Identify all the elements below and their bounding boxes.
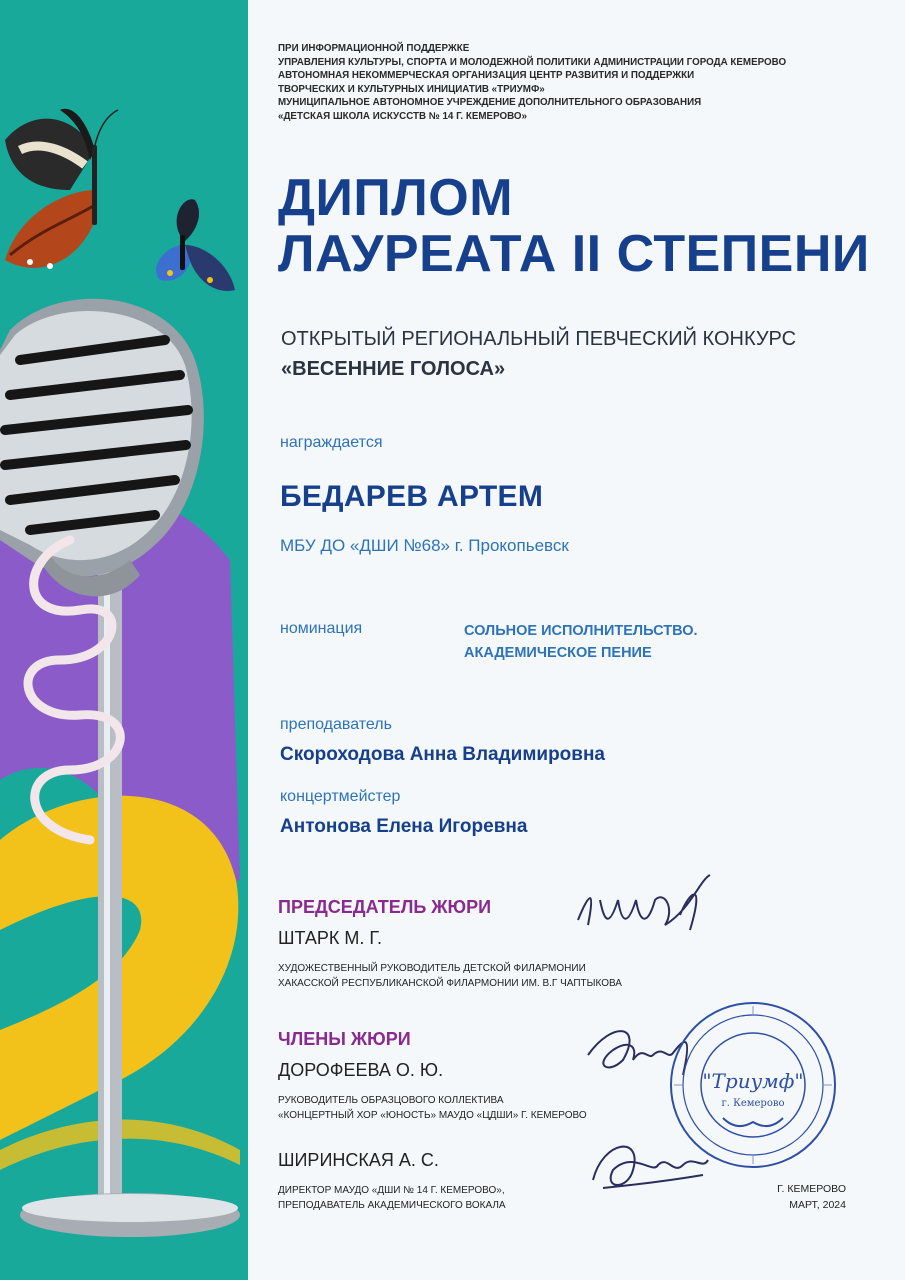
accompanist-name: Антонова Елена Игоревна <box>280 816 528 837</box>
awarded-label: награждается <box>280 434 383 451</box>
nomination-label: номинация <box>280 620 363 637</box>
accompanist-label: концертмейстер <box>280 788 401 805</box>
decorative-artwork <box>0 0 248 1280</box>
desc-line: «КОНЦЕРТНЫЙ ХОР «ЮНОСТЬ» МАУДО «ЦДШИ» Г. КЕМЕРОВО <box>278 1110 587 1121</box>
title-line-2: ЛАУРЕАТА II СТЕПЕНИ <box>278 225 870 283</box>
awardee-school: МБУ ДО «ДШИ №68» г. Прокопьевск <box>280 536 569 555</box>
teacher-name: Скороходова Анна Владимировна <box>280 744 606 765</box>
desc-line: РУКОВОДИТЕЛЬ ОБРАЗЦОВОГО КОЛЛЕКТИВА <box>278 1095 504 1106</box>
contest-line: ОТКРЫТЫЙ РЕГИОНАЛЬНЫЙ ПЕВЧЕСКИЙ КОНКУРС <box>281 328 797 350</box>
support-line: УПРАВЛЕНИЯ КУЛЬТУРЫ, СПОРТА И МОЛОДЕЖНОЙ ПОЛИТИКИ АДМИНИСТРАЦИИ ГОРОДА КЕМЕРОВО <box>278 56 787 68</box>
jury-member-1-description <box>278 1093 587 1123</box>
diploma-title <box>278 170 870 282</box>
stamp-city-text: г. Кемерово <box>721 1098 785 1109</box>
contest-name: «ВЕСЕННИЕ ГОЛОСА» <box>281 358 506 380</box>
jury-members-heading: ЧЛЕНЫ ЖЮРИ <box>278 1029 411 1049</box>
teacher-label: преподаватель <box>280 716 392 733</box>
desc-line: ДИРЕКТОР МАУДО «ДШИ № 14 Г. КЕМЕРОВО», <box>278 1185 505 1196</box>
support-line: ПРИ ИНФОРМАЦИОННОЙ ПОДДЕРЖКЕ <box>278 43 470 54</box>
support-line: АВТОНОМНАЯ НЕКОММЕРЧЕСКАЯ ОРГАНИЗАЦИЯ ЦЕНТР РАЗВИТИЯ И ПОДДЕРЖКИ <box>278 70 695 81</box>
nomination-value <box>464 620 698 664</box>
awardee-name: БЕДАРЕВ АРТЕМ <box>280 480 544 513</box>
title-line-1: ДИПЛОМ <box>278 169 514 227</box>
organization-stamp-icon <box>668 1000 838 1170</box>
support-line: «ДЕТСКАЯ ШКОЛА ИСКУССТВ № 14 Г. КЕМЕРОВО» <box>278 110 528 122</box>
desc-line: ХАКАССКОЙ РЕСПУБЛИКАНСКОЙ ФИЛАРМОНИИ ИМ. В.Г ЧАПТЫКОВА <box>278 978 622 989</box>
support-organizations <box>278 42 786 123</box>
desc-line: ПРЕПОДАВАТЕЛЬ АКАДЕМИЧЕСКОГО ВОКАЛА <box>278 1200 506 1211</box>
desc-line: ХУДОЖЕСТВЕННЫЙ РУКОВОДИТЕЛЬ ДЕТСКОЙ ФИЛАРМОНИИ <box>278 963 586 974</box>
jury-chair-name: ШТАРК М. Г. <box>278 928 382 948</box>
jury-member-2-description <box>278 1183 506 1213</box>
chair-signature <box>570 870 720 940</box>
date: МАРТ, 2024 <box>789 1199 846 1211</box>
jury-chair-description <box>278 961 622 991</box>
city: Г. КЕМЕРОВО <box>777 1183 846 1195</box>
diploma-content <box>278 0 878 1280</box>
jury-chair-heading: ПРЕДСЕДАТЕЛЬ ЖЮРИ <box>278 897 492 917</box>
nomination-line-1: СОЛЬНОЕ ИСПОЛНИТЕЛЬСТВО. <box>464 623 698 639</box>
support-line: МУНИЦИПАЛЬНОЕ АВТОНОМНОЕ УЧРЕЖДЕНИЕ ДОПОЛНИТЕЛЬНОГО ОБРАЗОВАНИЯ <box>278 97 702 108</box>
stamp-center-text: "Триумф" <box>702 1069 804 1093</box>
support-line: ТВОРЧЕСКИХ И КУЛЬТУРНЫХ ИНИЦИАТИВ «ТРИУМФ» <box>278 83 545 95</box>
jury-member-1-name: ДОРОФЕЕВА О. Ю. <box>278 1060 444 1080</box>
nomination-line-2: АКАДЕМИЧЕСКОЕ ПЕНИЕ <box>464 645 652 661</box>
contest-info <box>281 324 796 384</box>
place-and-date <box>746 1181 846 1213</box>
jury-member-2-name: ШИРИНСКАЯ А. С. <box>278 1150 439 1170</box>
